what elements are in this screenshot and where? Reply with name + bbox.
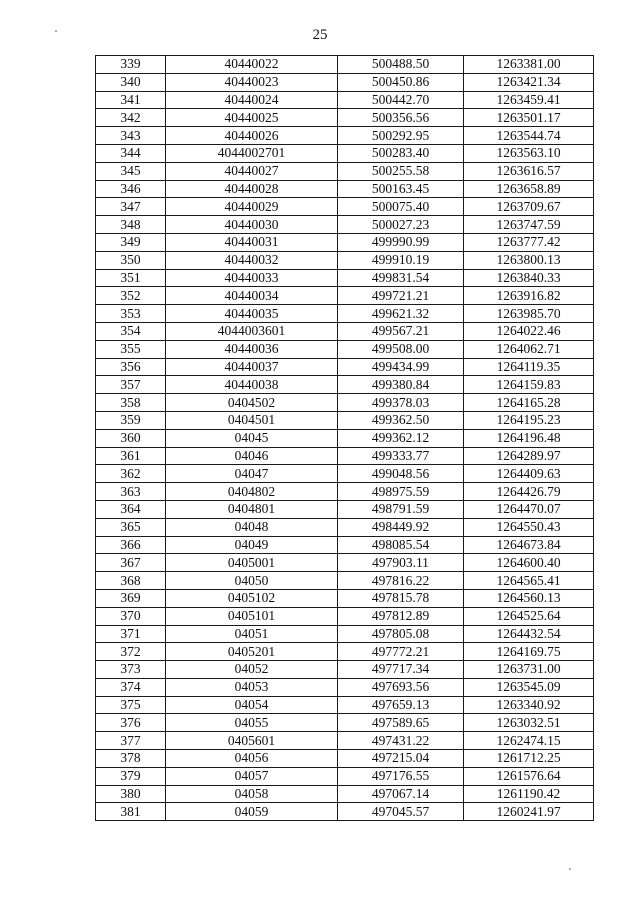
point-number-cell: 341 xyxy=(96,91,166,109)
y-coordinate-cell: 1263563.10 xyxy=(464,144,594,162)
point-code-cell: 40440029 xyxy=(166,198,338,216)
y-coordinate-cell: 1264119.35 xyxy=(464,358,594,376)
x-coordinate-cell: 497693.56 xyxy=(338,678,464,696)
point-code-cell: 40440031 xyxy=(166,233,338,251)
point-code-cell: 40440026 xyxy=(166,127,338,145)
y-coordinate-cell: 1263985.70 xyxy=(464,305,594,323)
table-row xyxy=(96,73,594,91)
y-coordinate-cell: 1261712.25 xyxy=(464,750,594,768)
point-code-cell: 40440032 xyxy=(166,251,338,269)
point-number-cell: 372 xyxy=(96,643,166,661)
y-coordinate-cell: 1264195.23 xyxy=(464,411,594,429)
point-code-cell: 04050 xyxy=(166,572,338,590)
x-coordinate-cell: 498791.59 xyxy=(338,500,464,518)
x-coordinate-cell: 497045.57 xyxy=(338,803,464,821)
y-coordinate-cell: 1264289.97 xyxy=(464,447,594,465)
table-row xyxy=(96,429,594,447)
y-coordinate-cell: 1264409.63 xyxy=(464,465,594,483)
table-row xyxy=(96,269,594,287)
table-row xyxy=(96,144,594,162)
table-row xyxy=(96,127,594,145)
table-row xyxy=(96,340,594,358)
point-code-cell: 40440025 xyxy=(166,109,338,127)
y-coordinate-cell: 1263340.92 xyxy=(464,696,594,714)
y-coordinate-cell: 1263545.09 xyxy=(464,678,594,696)
y-coordinate-cell: 1263459.41 xyxy=(464,91,594,109)
table-row xyxy=(96,607,594,625)
y-coordinate-cell: 1264673.84 xyxy=(464,536,594,554)
y-coordinate-cell: 1264062.71 xyxy=(464,340,594,358)
table-row xyxy=(96,732,594,750)
table-row xyxy=(96,661,594,679)
point-code-cell: 04059 xyxy=(166,803,338,821)
y-coordinate-cell: 1261576.64 xyxy=(464,767,594,785)
y-coordinate-cell: 1264426.79 xyxy=(464,483,594,501)
table-row xyxy=(96,696,594,714)
table-row xyxy=(96,447,594,465)
y-coordinate-cell: 1264196.48 xyxy=(464,429,594,447)
point-number-cell: 374 xyxy=(96,678,166,696)
y-coordinate-cell: 1263381.00 xyxy=(464,56,594,74)
point-code-cell: 04047 xyxy=(166,465,338,483)
point-number-cell: 367 xyxy=(96,554,166,572)
table-row xyxy=(96,394,594,412)
x-coordinate-cell: 499333.77 xyxy=(338,447,464,465)
point-number-cell: 370 xyxy=(96,607,166,625)
x-coordinate-cell: 500255.58 xyxy=(338,162,464,180)
point-number-cell: 350 xyxy=(96,251,166,269)
table-row xyxy=(96,785,594,803)
table-row xyxy=(96,56,594,74)
point-number-cell: 380 xyxy=(96,785,166,803)
page-number: 25 xyxy=(312,27,328,43)
table-row xyxy=(96,233,594,251)
table-row xyxy=(96,411,594,429)
point-code-cell: 04046 xyxy=(166,447,338,465)
y-coordinate-cell: 1264600.40 xyxy=(464,554,594,572)
y-coordinate-cell: 1260241.97 xyxy=(464,803,594,821)
x-coordinate-cell: 497431.22 xyxy=(338,732,464,750)
point-number-cell: 375 xyxy=(96,696,166,714)
point-code-cell: 04045 xyxy=(166,429,338,447)
point-number-cell: 353 xyxy=(96,305,166,323)
point-number-cell: 349 xyxy=(96,233,166,251)
x-coordinate-cell: 498085.54 xyxy=(338,536,464,554)
point-number-cell: 364 xyxy=(96,500,166,518)
x-coordinate-cell: 497816.22 xyxy=(338,572,464,590)
y-coordinate-cell: 1264470.07 xyxy=(464,500,594,518)
point-code-cell: 40440033 xyxy=(166,269,338,287)
y-coordinate-cell: 1263747.59 xyxy=(464,216,594,234)
x-coordinate-cell: 497717.34 xyxy=(338,661,464,679)
point-code-cell: 04051 xyxy=(166,625,338,643)
table-row xyxy=(96,322,594,340)
table-row xyxy=(96,643,594,661)
point-number-cell: 365 xyxy=(96,518,166,536)
table-row xyxy=(96,162,594,180)
point-number-cell: 359 xyxy=(96,411,166,429)
point-number-cell: 369 xyxy=(96,589,166,607)
point-number-cell: 368 xyxy=(96,572,166,590)
point-code-cell: 0405102 xyxy=(166,589,338,607)
x-coordinate-cell: 497812.89 xyxy=(338,607,464,625)
coordinates-table-body xyxy=(96,56,594,821)
x-coordinate-cell: 499621.32 xyxy=(338,305,464,323)
x-coordinate-cell: 499362.12 xyxy=(338,429,464,447)
point-code-cell: 04058 xyxy=(166,785,338,803)
table-row xyxy=(96,91,594,109)
table-row xyxy=(96,625,594,643)
y-coordinate-cell: 1264550.43 xyxy=(464,518,594,536)
x-coordinate-cell: 497772.21 xyxy=(338,643,464,661)
x-coordinate-cell: 499380.84 xyxy=(338,376,464,394)
point-number-cell: 379 xyxy=(96,767,166,785)
x-coordinate-cell: 497815.78 xyxy=(338,589,464,607)
y-coordinate-cell: 1264159.83 xyxy=(464,376,594,394)
x-coordinate-cell: 500450.86 xyxy=(338,73,464,91)
y-coordinate-cell: 1264565.41 xyxy=(464,572,594,590)
table-row xyxy=(96,287,594,305)
table-row xyxy=(96,376,594,394)
point-code-cell: 04055 xyxy=(166,714,338,732)
y-coordinate-cell: 1264560.13 xyxy=(464,589,594,607)
point-code-cell: 04049 xyxy=(166,536,338,554)
point-code-cell: 04052 xyxy=(166,661,338,679)
point-code-cell: 04057 xyxy=(166,767,338,785)
point-number-cell: 373 xyxy=(96,661,166,679)
table-row xyxy=(96,750,594,768)
x-coordinate-cell: 499831.54 xyxy=(338,269,464,287)
point-number-cell: 362 xyxy=(96,465,166,483)
point-code-cell: 40440023 xyxy=(166,73,338,91)
point-code-cell: 0405201 xyxy=(166,643,338,661)
y-coordinate-cell: 1262474.15 xyxy=(464,732,594,750)
table-row xyxy=(96,678,594,696)
x-coordinate-cell: 500075.40 xyxy=(338,198,464,216)
point-code-cell: 04056 xyxy=(166,750,338,768)
table-row xyxy=(96,251,594,269)
table-row xyxy=(96,305,594,323)
point-number-cell: 346 xyxy=(96,180,166,198)
point-number-cell: 347 xyxy=(96,198,166,216)
point-code-cell: 40440022 xyxy=(166,56,338,74)
x-coordinate-cell: 499508.00 xyxy=(338,340,464,358)
x-coordinate-cell: 500442.70 xyxy=(338,91,464,109)
point-number-cell: 352 xyxy=(96,287,166,305)
x-coordinate-cell: 497805.08 xyxy=(338,625,464,643)
table-row xyxy=(96,216,594,234)
scan-speck xyxy=(55,30,57,32)
point-number-cell: 357 xyxy=(96,376,166,394)
point-code-cell: 40440034 xyxy=(166,287,338,305)
y-coordinate-cell: 1263840.33 xyxy=(464,269,594,287)
point-code-cell: 40440030 xyxy=(166,216,338,234)
table-row xyxy=(96,572,594,590)
table-row xyxy=(96,803,594,821)
y-coordinate-cell: 1264525.64 xyxy=(464,607,594,625)
y-coordinate-cell: 1264165.28 xyxy=(464,394,594,412)
point-number-cell: 371 xyxy=(96,625,166,643)
x-coordinate-cell: 500292.95 xyxy=(338,127,464,145)
point-number-cell: 345 xyxy=(96,162,166,180)
x-coordinate-cell: 497067.14 xyxy=(338,785,464,803)
coordinates-table xyxy=(95,55,594,821)
point-code-cell: 0404501 xyxy=(166,411,338,429)
table-row xyxy=(96,589,594,607)
point-code-cell: 40440036 xyxy=(166,340,338,358)
y-coordinate-cell: 1263421.34 xyxy=(464,73,594,91)
point-code-cell: 0405601 xyxy=(166,732,338,750)
point-number-cell: 339 xyxy=(96,56,166,74)
point-number-cell: 366 xyxy=(96,536,166,554)
point-code-cell: 0404502 xyxy=(166,394,338,412)
table-row xyxy=(96,109,594,127)
x-coordinate-cell: 500163.45 xyxy=(338,180,464,198)
y-coordinate-cell: 1263916.82 xyxy=(464,287,594,305)
y-coordinate-cell: 1263800.13 xyxy=(464,251,594,269)
point-code-cell: 0405001 xyxy=(166,554,338,572)
point-code-cell: 0404802 xyxy=(166,483,338,501)
point-number-cell: 340 xyxy=(96,73,166,91)
point-number-cell: 377 xyxy=(96,732,166,750)
y-coordinate-cell: 1263709.67 xyxy=(464,198,594,216)
point-number-cell: 342 xyxy=(96,109,166,127)
point-code-cell: 0405101 xyxy=(166,607,338,625)
point-number-cell: 360 xyxy=(96,429,166,447)
y-coordinate-cell: 1263544.74 xyxy=(464,127,594,145)
point-number-cell: 355 xyxy=(96,340,166,358)
x-coordinate-cell: 498975.59 xyxy=(338,483,464,501)
point-code-cell: 0404801 xyxy=(166,500,338,518)
x-coordinate-cell: 497589.65 xyxy=(338,714,464,732)
x-coordinate-cell: 498449.92 xyxy=(338,518,464,536)
table-row xyxy=(96,536,594,554)
x-coordinate-cell: 499567.21 xyxy=(338,322,464,340)
table-row xyxy=(96,180,594,198)
x-coordinate-cell: 499910.19 xyxy=(338,251,464,269)
x-coordinate-cell: 497215.04 xyxy=(338,750,464,768)
point-number-cell: 351 xyxy=(96,269,166,287)
point-number-cell: 376 xyxy=(96,714,166,732)
point-code-cell: 40440027 xyxy=(166,162,338,180)
x-coordinate-cell: 499721.21 xyxy=(338,287,464,305)
x-coordinate-cell: 499362.50 xyxy=(338,411,464,429)
point-number-cell: 348 xyxy=(96,216,166,234)
point-code-cell: 40440028 xyxy=(166,180,338,198)
x-coordinate-cell: 500488.50 xyxy=(338,56,464,74)
table-row xyxy=(96,767,594,785)
table-row xyxy=(96,518,594,536)
point-code-cell: 04054 xyxy=(166,696,338,714)
point-code-cell: 40440035 xyxy=(166,305,338,323)
y-coordinate-cell: 1263731.00 xyxy=(464,661,594,679)
y-coordinate-cell: 1264169.75 xyxy=(464,643,594,661)
x-coordinate-cell: 497903.11 xyxy=(338,554,464,572)
table-row xyxy=(96,358,594,376)
point-code-cell: 04053 xyxy=(166,678,338,696)
x-coordinate-cell: 499048.56 xyxy=(338,465,464,483)
point-number-cell: 358 xyxy=(96,394,166,412)
x-coordinate-cell: 500027.23 xyxy=(338,216,464,234)
y-coordinate-cell: 1264022.46 xyxy=(464,322,594,340)
x-coordinate-cell: 497659.13 xyxy=(338,696,464,714)
point-number-cell: 363 xyxy=(96,483,166,501)
x-coordinate-cell: 500283.40 xyxy=(338,144,464,162)
point-number-cell: 343 xyxy=(96,127,166,145)
x-coordinate-cell: 497176.55 xyxy=(338,767,464,785)
point-code-cell: 4044002701 xyxy=(166,144,338,162)
point-number-cell: 356 xyxy=(96,358,166,376)
x-coordinate-cell: 499990.99 xyxy=(338,233,464,251)
point-code-cell: 40440038 xyxy=(166,376,338,394)
table-row xyxy=(96,198,594,216)
table-row xyxy=(96,465,594,483)
y-coordinate-cell: 1263501.17 xyxy=(464,109,594,127)
table-row xyxy=(96,483,594,501)
point-number-cell: 381 xyxy=(96,803,166,821)
table-row xyxy=(96,554,594,572)
y-coordinate-cell: 1263616.57 xyxy=(464,162,594,180)
point-number-cell: 344 xyxy=(96,144,166,162)
x-coordinate-cell: 499378.03 xyxy=(338,394,464,412)
y-coordinate-cell: 1263658.89 xyxy=(464,180,594,198)
point-number-cell: 378 xyxy=(96,750,166,768)
x-coordinate-cell: 499434.99 xyxy=(338,358,464,376)
table-row xyxy=(96,714,594,732)
point-number-cell: 354 xyxy=(96,322,166,340)
y-coordinate-cell: 1264432.54 xyxy=(464,625,594,643)
point-code-cell: 4044003601 xyxy=(166,322,338,340)
table-row xyxy=(96,500,594,518)
point-number-cell: 361 xyxy=(96,447,166,465)
x-coordinate-cell: 500356.56 xyxy=(338,109,464,127)
point-code-cell: 40440024 xyxy=(166,91,338,109)
point-code-cell: 04048 xyxy=(166,518,338,536)
y-coordinate-cell: 1261190.42 xyxy=(464,785,594,803)
scan-speck xyxy=(569,868,571,870)
y-coordinate-cell: 1263032.51 xyxy=(464,714,594,732)
y-coordinate-cell: 1263777.42 xyxy=(464,233,594,251)
point-code-cell: 40440037 xyxy=(166,358,338,376)
